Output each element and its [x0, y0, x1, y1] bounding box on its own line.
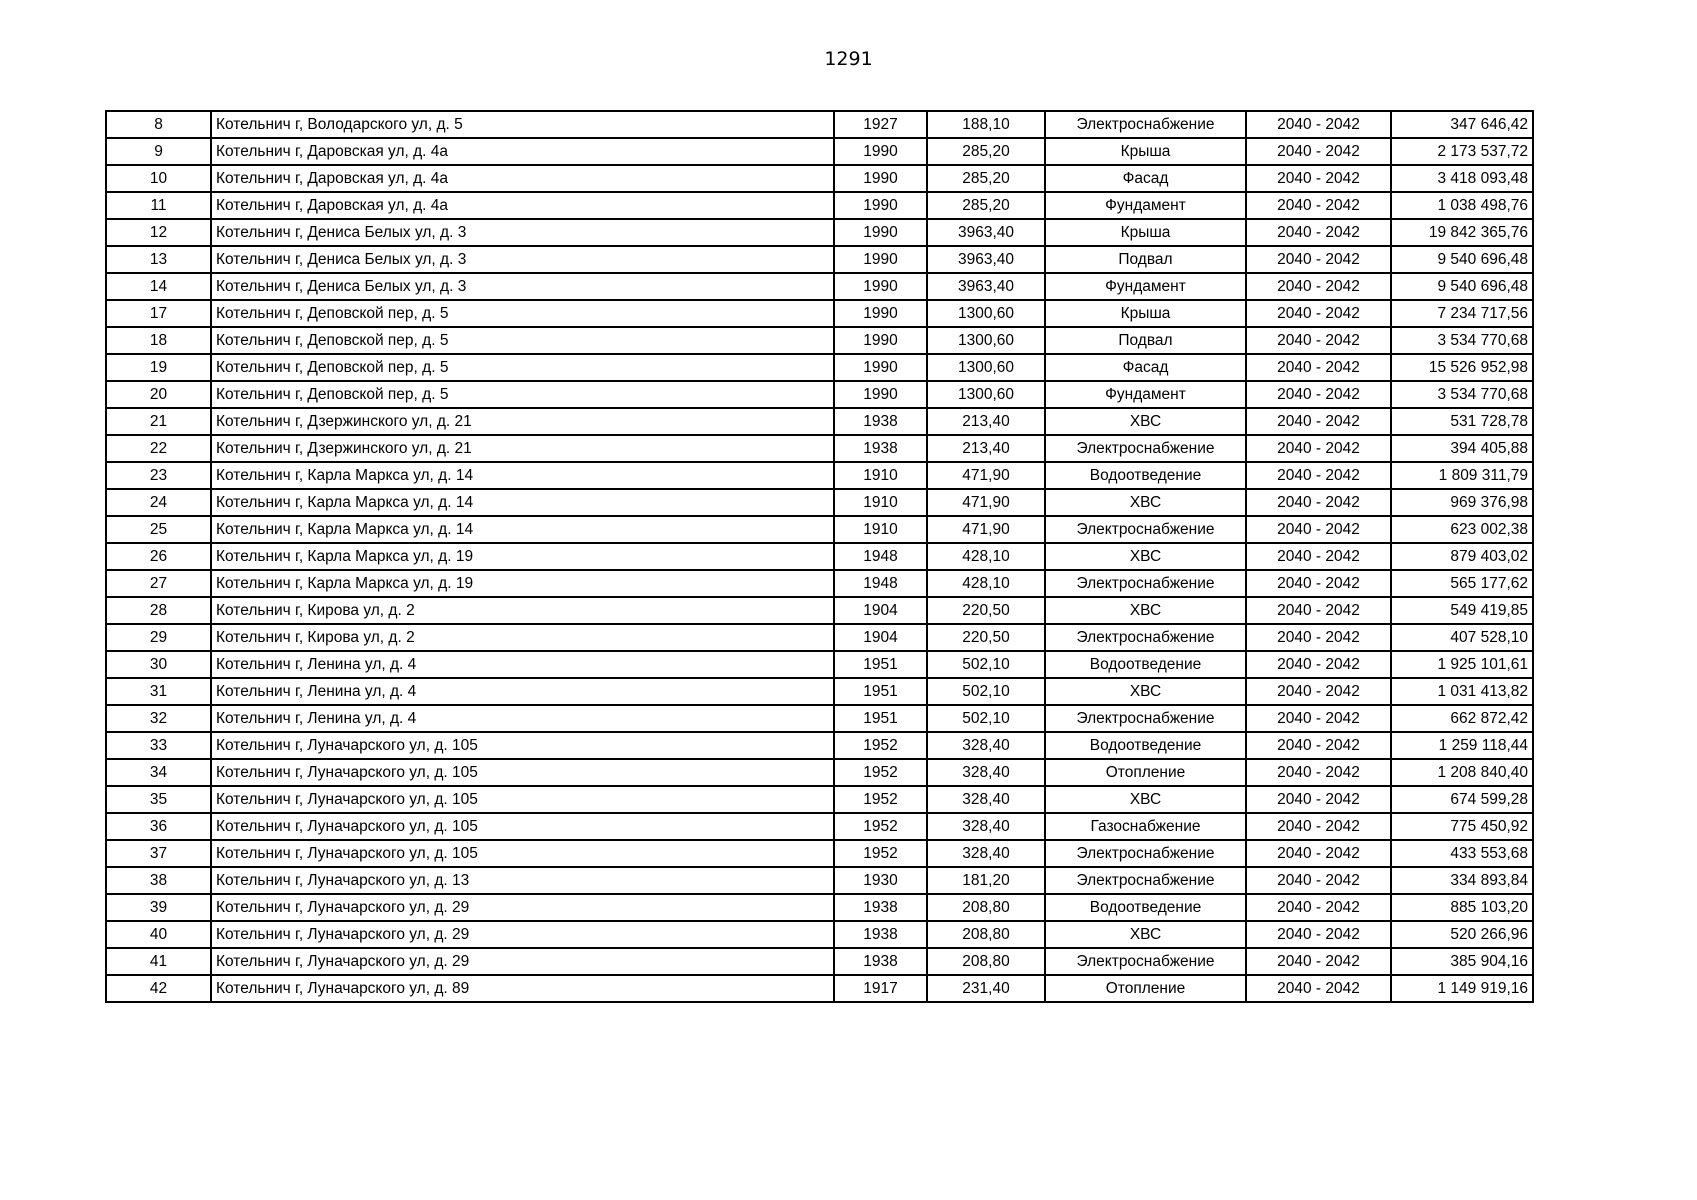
cost-cell: 385 904,16 — [1391, 948, 1533, 975]
period-cell: 2040 - 2042 — [1246, 435, 1391, 462]
build-year-cell: 1938 — [834, 921, 927, 948]
area-cell: 213,40 — [927, 408, 1045, 435]
cost-cell: 15 526 952,98 — [1391, 354, 1533, 381]
row-number-cell: 8 — [106, 111, 211, 138]
work-type-cell: Крыша — [1045, 219, 1246, 246]
area-cell: 213,40 — [927, 435, 1045, 462]
work-type-cell: ХВС — [1045, 489, 1246, 516]
table-row — [106, 408, 1533, 435]
row-number-cell: 33 — [106, 732, 211, 759]
row-number-cell: 13 — [106, 246, 211, 273]
period-cell: 2040 - 2042 — [1246, 354, 1391, 381]
build-year-cell: 1990 — [834, 219, 927, 246]
cost-cell: 1 031 413,82 — [1391, 678, 1533, 705]
cost-cell: 1 149 919,16 — [1391, 975, 1533, 1002]
work-type-cell: Фасад — [1045, 165, 1246, 192]
address-cell: Котельнич г, Деповской пер, д. 5 — [211, 354, 834, 381]
cost-cell: 662 872,42 — [1391, 705, 1533, 732]
build-year-cell: 1990 — [834, 273, 927, 300]
table-row — [106, 435, 1533, 462]
area-cell: 328,40 — [927, 759, 1045, 786]
row-number-cell: 24 — [106, 489, 211, 516]
cost-cell: 879 403,02 — [1391, 543, 1533, 570]
period-cell: 2040 - 2042 — [1246, 489, 1391, 516]
row-number-cell: 34 — [106, 759, 211, 786]
period-cell: 2040 - 2042 — [1246, 192, 1391, 219]
table-row — [106, 867, 1533, 894]
build-year-cell: 1910 — [834, 516, 927, 543]
table-row — [106, 300, 1533, 327]
area-cell: 1300,60 — [927, 300, 1045, 327]
area-cell: 3963,40 — [927, 219, 1045, 246]
work-type-cell: Водоотведение — [1045, 894, 1246, 921]
row-number-cell: 25 — [106, 516, 211, 543]
row-number-cell: 19 — [106, 354, 211, 381]
work-type-cell: ХВС — [1045, 543, 1246, 570]
table-row — [106, 786, 1533, 813]
address-cell: Котельнич г, Луначарского ул, д. 29 — [211, 894, 834, 921]
work-type-cell: Отопление — [1045, 759, 1246, 786]
work-type-cell: Электроснабжение — [1045, 948, 1246, 975]
cost-cell: 3 418 093,48 — [1391, 165, 1533, 192]
cost-cell: 407 528,10 — [1391, 624, 1533, 651]
table-row — [106, 219, 1533, 246]
work-type-cell: Водоотведение — [1045, 651, 1246, 678]
row-number-cell: 27 — [106, 570, 211, 597]
address-cell: Котельнич г, Карла Маркса ул, д. 19 — [211, 543, 834, 570]
table-row — [106, 192, 1533, 219]
area-cell: 502,10 — [927, 705, 1045, 732]
period-cell: 2040 - 2042 — [1246, 813, 1391, 840]
repair-schedule-table — [105, 110, 1534, 1003]
table-row — [106, 921, 1533, 948]
row-number-cell: 14 — [106, 273, 211, 300]
row-number-cell: 40 — [106, 921, 211, 948]
period-cell: 2040 - 2042 — [1246, 570, 1391, 597]
area-cell: 471,90 — [927, 462, 1045, 489]
cost-cell: 969 376,98 — [1391, 489, 1533, 516]
row-number-cell: 21 — [106, 408, 211, 435]
address-cell: Котельнич г, Кирова ул, д. 2 — [211, 624, 834, 651]
row-number-cell: 20 — [106, 381, 211, 408]
period-cell: 2040 - 2042 — [1246, 624, 1391, 651]
build-year-cell: 1938 — [834, 894, 927, 921]
table-row — [106, 111, 1533, 138]
row-number-cell: 9 — [106, 138, 211, 165]
work-type-cell: Фундамент — [1045, 273, 1246, 300]
address-cell: Котельнич г, Луначарского ул, д. 105 — [211, 813, 834, 840]
area-cell: 181,20 — [927, 867, 1045, 894]
build-year-cell: 1990 — [834, 192, 927, 219]
period-cell: 2040 - 2042 — [1246, 408, 1391, 435]
table-row — [106, 273, 1533, 300]
work-type-cell: Электроснабжение — [1045, 624, 1246, 651]
period-cell: 2040 - 2042 — [1246, 165, 1391, 192]
period-cell: 2040 - 2042 — [1246, 894, 1391, 921]
area-cell: 3963,40 — [927, 273, 1045, 300]
period-cell: 2040 - 2042 — [1246, 975, 1391, 1002]
work-type-cell: ХВС — [1045, 597, 1246, 624]
work-type-cell: Электроснабжение — [1045, 867, 1246, 894]
build-year-cell: 1952 — [834, 732, 927, 759]
area-cell: 328,40 — [927, 840, 1045, 867]
work-type-cell: Электроснабжение — [1045, 570, 1246, 597]
work-type-cell: Подвал — [1045, 327, 1246, 354]
build-year-cell: 1927 — [834, 111, 927, 138]
row-number-cell: 38 — [106, 867, 211, 894]
period-cell: 2040 - 2042 — [1246, 516, 1391, 543]
cost-cell: 623 002,38 — [1391, 516, 1533, 543]
area-cell: 428,10 — [927, 543, 1045, 570]
build-year-cell: 1952 — [834, 786, 927, 813]
address-cell: Котельнич г, Дзержинского ул, д. 21 — [211, 435, 834, 462]
table-body — [106, 111, 1533, 1002]
table-row — [106, 165, 1533, 192]
address-cell: Котельнич г, Деповской пер, д. 5 — [211, 381, 834, 408]
address-cell: Котельнич г, Карла Маркса ул, д. 14 — [211, 462, 834, 489]
address-cell: Котельнич г, Карла Маркса ул, д. 14 — [211, 489, 834, 516]
build-year-cell: 1951 — [834, 651, 927, 678]
period-cell: 2040 - 2042 — [1246, 273, 1391, 300]
area-cell: 502,10 — [927, 651, 1045, 678]
area-cell: 471,90 — [927, 489, 1045, 516]
table-row — [106, 732, 1533, 759]
address-cell: Котельнич г, Кирова ул, д. 2 — [211, 597, 834, 624]
table-row — [106, 489, 1533, 516]
period-cell: 2040 - 2042 — [1246, 921, 1391, 948]
table-row — [106, 813, 1533, 840]
cost-cell: 549 419,85 — [1391, 597, 1533, 624]
address-cell: Котельнич г, Луначарского ул, д. 89 — [211, 975, 834, 1002]
period-cell: 2040 - 2042 — [1246, 786, 1391, 813]
row-number-cell: 18 — [106, 327, 211, 354]
cost-cell: 334 893,84 — [1391, 867, 1533, 894]
row-number-cell: 26 — [106, 543, 211, 570]
table-row — [106, 840, 1533, 867]
work-type-cell: ХВС — [1045, 786, 1246, 813]
row-number-cell: 32 — [106, 705, 211, 732]
build-year-cell: 1910 — [834, 462, 927, 489]
work-type-cell: Электроснабжение — [1045, 435, 1246, 462]
address-cell: Котельнич г, Даровская ул, д. 4а — [211, 192, 834, 219]
build-year-cell: 1910 — [834, 489, 927, 516]
row-number-cell: 28 — [106, 597, 211, 624]
build-year-cell: 1948 — [834, 543, 927, 570]
period-cell: 2040 - 2042 — [1246, 327, 1391, 354]
table-row — [106, 354, 1533, 381]
address-cell: Котельнич г, Дениса Белых ул, д. 3 — [211, 219, 834, 246]
address-cell: Котельнич г, Володарского ул, д. 5 — [211, 111, 834, 138]
period-cell: 2040 - 2042 — [1246, 840, 1391, 867]
work-type-cell: Крыша — [1045, 300, 1246, 327]
row-number-cell: 12 — [106, 219, 211, 246]
table-row — [106, 246, 1533, 273]
area-cell: 188,10 — [927, 111, 1045, 138]
row-number-cell: 36 — [106, 813, 211, 840]
cost-cell: 565 177,62 — [1391, 570, 1533, 597]
address-cell: Котельнич г, Луначарского ул, д. 105 — [211, 786, 834, 813]
cost-cell: 394 405,88 — [1391, 435, 1533, 462]
build-year-cell: 1904 — [834, 597, 927, 624]
work-type-cell: Водоотведение — [1045, 732, 1246, 759]
address-cell: Котельнич г, Луначарского ул, д. 13 — [211, 867, 834, 894]
address-cell: Котельнич г, Дениса Белых ул, д. 3 — [211, 273, 834, 300]
build-year-cell: 1904 — [834, 624, 927, 651]
table-row — [106, 597, 1533, 624]
build-year-cell: 1952 — [834, 840, 927, 867]
address-cell: Котельнич г, Карла Маркса ул, д. 19 — [211, 570, 834, 597]
work-type-cell: Электроснабжение — [1045, 840, 1246, 867]
build-year-cell: 1948 — [834, 570, 927, 597]
period-cell: 2040 - 2042 — [1246, 759, 1391, 786]
table-row — [106, 894, 1533, 921]
area-cell: 231,40 — [927, 975, 1045, 1002]
build-year-cell: 1917 — [834, 975, 927, 1002]
area-cell: 285,20 — [927, 165, 1045, 192]
area-cell: 285,20 — [927, 138, 1045, 165]
row-number-cell: 37 — [106, 840, 211, 867]
area-cell: 502,10 — [927, 678, 1045, 705]
row-number-cell: 10 — [106, 165, 211, 192]
work-type-cell: Электроснабжение — [1045, 705, 1246, 732]
period-cell: 2040 - 2042 — [1246, 111, 1391, 138]
period-cell: 2040 - 2042 — [1246, 948, 1391, 975]
area-cell: 1300,60 — [927, 354, 1045, 381]
cost-cell: 1 208 840,40 — [1391, 759, 1533, 786]
table-row — [106, 138, 1533, 165]
row-number-cell: 42 — [106, 975, 211, 1002]
table-row — [106, 624, 1533, 651]
period-cell: 2040 - 2042 — [1246, 300, 1391, 327]
address-cell: Котельнич г, Дзержинского ул, д. 21 — [211, 408, 834, 435]
build-year-cell: 1990 — [834, 327, 927, 354]
table-row — [106, 678, 1533, 705]
work-type-cell: ХВС — [1045, 678, 1246, 705]
table-row — [106, 570, 1533, 597]
area-cell: 328,40 — [927, 813, 1045, 840]
address-cell: Котельнич г, Луначарского ул, д. 105 — [211, 759, 834, 786]
build-year-cell: 1990 — [834, 354, 927, 381]
area-cell: 1300,60 — [927, 381, 1045, 408]
cost-cell: 674 599,28 — [1391, 786, 1533, 813]
cost-cell: 885 103,20 — [1391, 894, 1533, 921]
table-row — [106, 948, 1533, 975]
row-number-cell: 35 — [106, 786, 211, 813]
cost-cell: 1 038 498,76 — [1391, 192, 1533, 219]
table-row — [106, 975, 1533, 1002]
area-cell: 220,50 — [927, 597, 1045, 624]
address-cell: Котельнич г, Деповской пер, д. 5 — [211, 300, 834, 327]
work-type-cell: Фундамент — [1045, 192, 1246, 219]
work-type-cell: ХВС — [1045, 921, 1246, 948]
row-number-cell: 17 — [106, 300, 211, 327]
area-cell: 3963,40 — [927, 246, 1045, 273]
cost-cell: 531 728,78 — [1391, 408, 1533, 435]
table-row — [106, 327, 1533, 354]
address-cell: Котельнич г, Луначарского ул, д. 29 — [211, 948, 834, 975]
cost-cell: 1 925 101,61 — [1391, 651, 1533, 678]
area-cell: 208,80 — [927, 921, 1045, 948]
build-year-cell: 1938 — [834, 948, 927, 975]
period-cell: 2040 - 2042 — [1246, 651, 1391, 678]
cost-cell: 520 266,96 — [1391, 921, 1533, 948]
build-year-cell: 1951 — [834, 705, 927, 732]
address-cell: Котельнич г, Ленина ул, д. 4 — [211, 651, 834, 678]
cost-cell: 3 534 770,68 — [1391, 327, 1533, 354]
area-cell: 328,40 — [927, 786, 1045, 813]
work-type-cell: Водоотведение — [1045, 462, 1246, 489]
build-year-cell: 1952 — [834, 759, 927, 786]
row-number-cell: 22 — [106, 435, 211, 462]
row-number-cell: 39 — [106, 894, 211, 921]
work-type-cell: Газоснабжение — [1045, 813, 1246, 840]
work-type-cell: Подвал — [1045, 246, 1246, 273]
area-cell: 1300,60 — [927, 327, 1045, 354]
cost-cell: 9 540 696,48 — [1391, 246, 1533, 273]
address-cell: Котельнич г, Деповской пер, д. 5 — [211, 327, 834, 354]
cost-cell: 775 450,92 — [1391, 813, 1533, 840]
cost-cell: 19 842 365,76 — [1391, 219, 1533, 246]
cost-cell: 9 540 696,48 — [1391, 273, 1533, 300]
work-type-cell: Отопление — [1045, 975, 1246, 1002]
address-cell: Котельнич г, Луначарского ул, д. 105 — [211, 840, 834, 867]
cost-cell: 2 173 537,72 — [1391, 138, 1533, 165]
table-row — [106, 516, 1533, 543]
table-row — [106, 381, 1533, 408]
address-cell: Котельнич г, Ленина ул, д. 4 — [211, 678, 834, 705]
work-type-cell: Крыша — [1045, 138, 1246, 165]
address-cell: Котельнич г, Луначарского ул, д. 29 — [211, 921, 834, 948]
row-number-cell: 41 — [106, 948, 211, 975]
area-cell: 208,80 — [927, 948, 1045, 975]
work-type-cell: ХВС — [1045, 408, 1246, 435]
period-cell: 2040 - 2042 — [1246, 138, 1391, 165]
area-cell: 428,10 — [927, 570, 1045, 597]
cost-cell: 7 234 717,56 — [1391, 300, 1533, 327]
period-cell: 2040 - 2042 — [1246, 381, 1391, 408]
area-cell: 220,50 — [927, 624, 1045, 651]
period-cell: 2040 - 2042 — [1246, 867, 1391, 894]
area-cell: 208,80 — [927, 894, 1045, 921]
cost-cell: 433 553,68 — [1391, 840, 1533, 867]
period-cell: 2040 - 2042 — [1246, 462, 1391, 489]
row-number-cell: 30 — [106, 651, 211, 678]
address-cell: Котельнич г, Карла Маркса ул, д. 14 — [211, 516, 834, 543]
row-number-cell: 29 — [106, 624, 211, 651]
build-year-cell: 1951 — [834, 678, 927, 705]
build-year-cell: 1930 — [834, 867, 927, 894]
cost-cell: 1 809 311,79 — [1391, 462, 1533, 489]
build-year-cell: 1990 — [834, 138, 927, 165]
address-cell: Котельнич г, Луначарского ул, д. 105 — [211, 732, 834, 759]
period-cell: 2040 - 2042 — [1246, 678, 1391, 705]
row-number-cell: 23 — [106, 462, 211, 489]
table-row — [106, 705, 1533, 732]
area-cell: 328,40 — [927, 732, 1045, 759]
build-year-cell: 1952 — [834, 813, 927, 840]
build-year-cell: 1990 — [834, 381, 927, 408]
address-cell: Котельнич г, Даровская ул, д. 4а — [211, 165, 834, 192]
period-cell: 2040 - 2042 — [1246, 543, 1391, 570]
period-cell: 2040 - 2042 — [1246, 732, 1391, 759]
work-type-cell: Электроснабжение — [1045, 516, 1246, 543]
area-cell: 285,20 — [927, 192, 1045, 219]
period-cell: 2040 - 2042 — [1246, 597, 1391, 624]
address-cell: Котельнич г, Ленина ул, д. 4 — [211, 705, 834, 732]
row-number-cell: 11 — [106, 192, 211, 219]
cost-cell: 1 259 118,44 — [1391, 732, 1533, 759]
period-cell: 2040 - 2042 — [1246, 705, 1391, 732]
build-year-cell: 1938 — [834, 408, 927, 435]
row-number-cell: 31 — [106, 678, 211, 705]
table-row — [106, 543, 1533, 570]
address-cell: Котельнич г, Даровская ул, д. 4а — [211, 138, 834, 165]
cost-cell: 3 534 770,68 — [1391, 381, 1533, 408]
build-year-cell: 1990 — [834, 300, 927, 327]
page-number: 1291 — [824, 48, 873, 70]
work-type-cell: Фундамент — [1045, 381, 1246, 408]
address-cell: Котельнич г, Дениса Белых ул, д. 3 — [211, 246, 834, 273]
area-cell: 471,90 — [927, 516, 1045, 543]
work-type-cell: Электроснабжение — [1045, 111, 1246, 138]
period-cell: 2040 - 2042 — [1246, 246, 1391, 273]
work-type-cell: Фасад — [1045, 354, 1246, 381]
build-year-cell: 1990 — [834, 246, 927, 273]
build-year-cell: 1990 — [834, 165, 927, 192]
table-row — [106, 759, 1533, 786]
build-year-cell: 1938 — [834, 435, 927, 462]
table-row — [106, 651, 1533, 678]
table-row — [106, 462, 1533, 489]
cost-cell: 347 646,42 — [1391, 111, 1533, 138]
period-cell: 2040 - 2042 — [1246, 219, 1391, 246]
